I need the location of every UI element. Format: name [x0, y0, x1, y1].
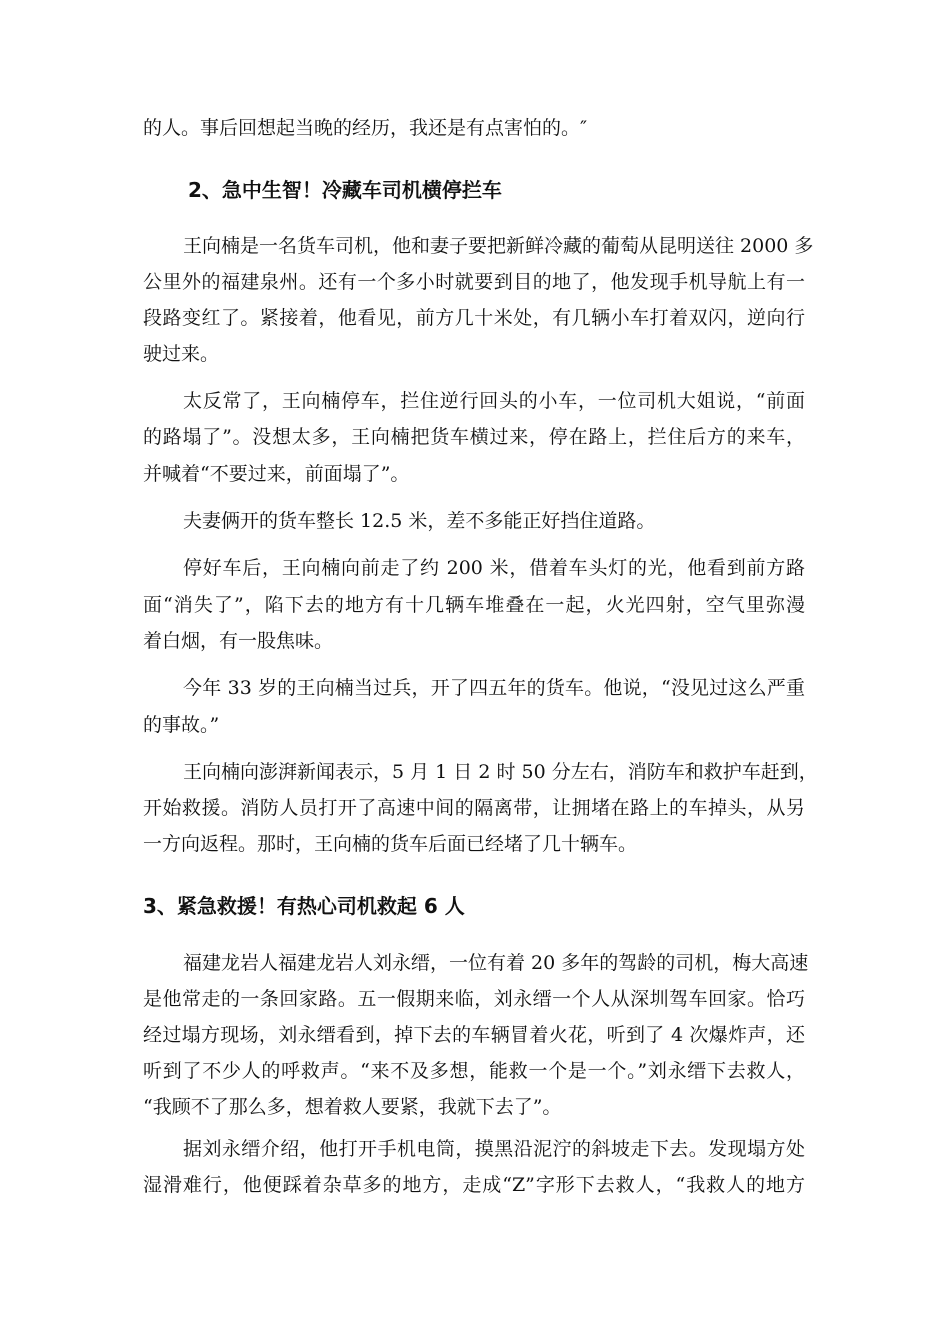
- text-line: 太反常了，王向楠停车，拦住逆行回头的小车，一位司机大姐说，“前面: [183, 390, 805, 412]
- text-line: 着白烟，有一股焦味。: [143, 630, 334, 652]
- text-line: 公里外的福建泉州。还有一个多小时就要到目的地了，他发现手机导航上有一: [143, 271, 805, 293]
- text-line: 听到了不少人的呼救声。“来不及多想，能救一个是一个。”刘永缙下去救人，: [143, 1060, 805, 1082]
- text-line: 面“消失了”，陷下去的地方有十几辆车堆叠在一起，火光四射，空气里弥漫: [143, 594, 805, 616]
- text-line: 是他常走的一条回家路。五一假期来临，刘永缙一个人从深圳驾车回家。恰巧: [143, 988, 805, 1010]
- text-line: 湿滑难行，他便踩着杂草多的地方，走成“Z”字形下去救人，“我救人的地方: [143, 1174, 805, 1196]
- text-line: 一方向返程。那时，王向楠的货车后面已经堵了几十辆车。: [143, 833, 638, 855]
- text-line: 驶过来。: [143, 343, 220, 365]
- text-line: 的事故。”: [143, 714, 220, 736]
- text-line: 段路变红了。紧接着，他看见，前方几十米处，有几辆小车打着双闪，逆向行: [143, 307, 805, 329]
- text-line: 今年 33 岁的王向楠当过兵，开了四五年的货车。他说，“没见过这么严重: [183, 677, 805, 699]
- text-line: “我顾不了那么多，想着救人要紧，我就下去了”。: [143, 1096, 562, 1118]
- text-line: 停好车后，王向楠向前走了约 200 米，借着车头灯的光，他看到前方路: [183, 557, 805, 579]
- text-line: 的路塌了”。没想太多，王向楠把货车横过来，停在路上，拦住后方的来车，: [143, 426, 805, 448]
- section-heading: 3、紧急救援！有热心司机救起 6 人: [143, 894, 465, 918]
- text-line: 夫妻俩开的货车整长 12.5 米，差不多能正好挡住道路。: [183, 510, 656, 532]
- text-line: 的人。事后回想起当晚的经历，我还是有点害怕的。″: [143, 117, 588, 139]
- text-line: 王向楠是一名货车司机，他和妻子要把新鲜冷藏的葡萄从昆明送往 2000 多: [183, 235, 814, 257]
- text-line: 福建龙岩人福建龙岩人刘永缙，一位有着 20 多年的驾龄的司机，梅大高速: [183, 952, 809, 974]
- section-heading: 2、急中生智！冷藏车司机横停拦车: [188, 178, 502, 202]
- text-line: 开始救援。消防人员打开了高速中间的隔离带，让拥堵在路上的车掉头，从另: [143, 797, 805, 819]
- text-line: 并喊着“不要过来，前面塌了”。: [143, 463, 410, 485]
- text-line: 王向楠向澎湃新闻表示，5 月 1 日 2 时 50 分左右，消防车和救护车赶到，: [183, 761, 818, 783]
- text-line: 经过塌方现场，刘永缙看到，掉下去的车辆冒着火花，听到了 4 次爆炸声，还: [143, 1024, 805, 1046]
- text-line: 据刘永缙介绍，他打开手机电筒，摸黑沿泥泞的斜坡走下去。发现塌方处: [183, 1138, 805, 1160]
